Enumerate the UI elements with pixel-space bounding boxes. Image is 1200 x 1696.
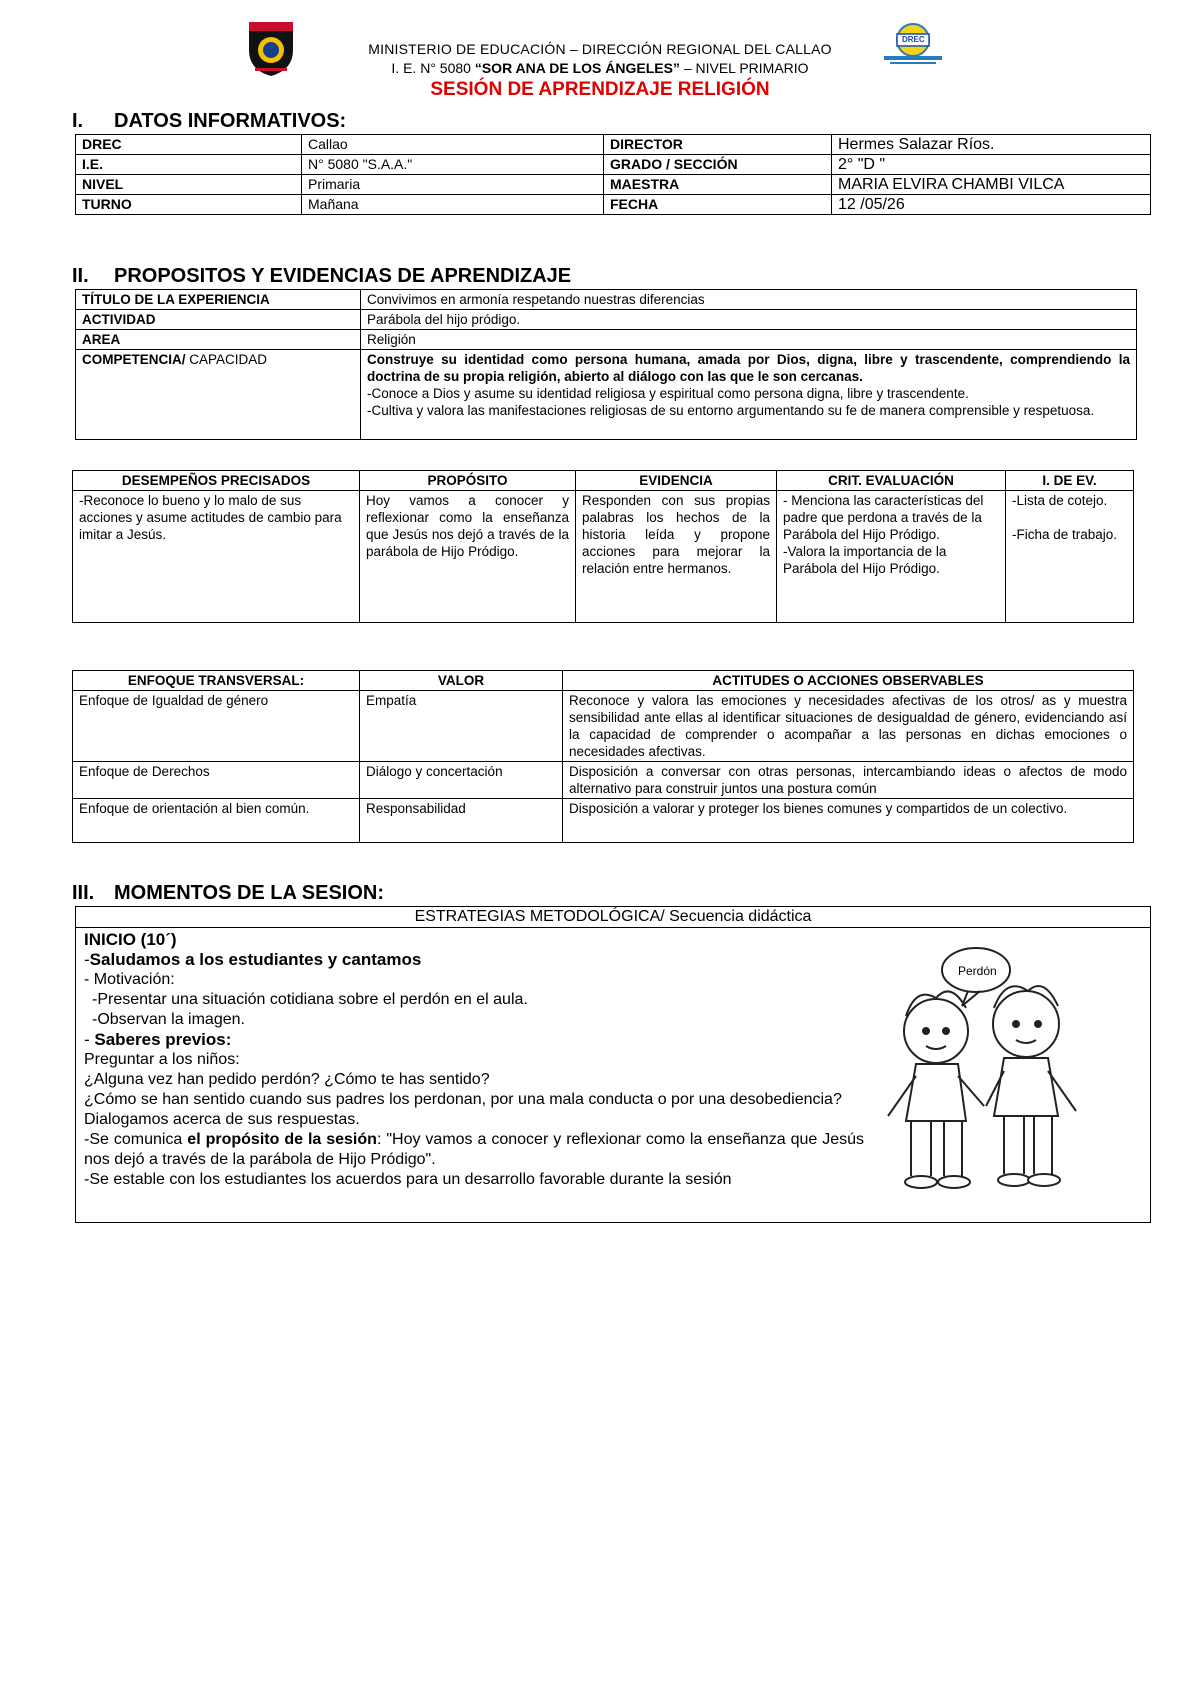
cell-valor: Responsabilidad xyxy=(360,799,563,843)
saberes-line xyxy=(84,1030,864,1050)
label-nivel: NIVEL xyxy=(76,175,302,195)
header-school xyxy=(0,60,1200,76)
datos-informativos-table xyxy=(75,134,1151,215)
label-titulo: TÍTULO DE LA EXPERIENCIA xyxy=(76,290,361,310)
value-ie: N° 5080 "S.A.A." xyxy=(302,155,604,175)
table-row xyxy=(76,155,1151,175)
value-turno: Mañana xyxy=(302,195,604,215)
children-forgiveness-illustration xyxy=(876,936,1116,1206)
page-title: SESIÓN DE APRENDIZAJE RELIGIÓN xyxy=(430,79,770,100)
section-1-heading xyxy=(72,110,346,133)
value-nivel: Primaria xyxy=(302,175,604,195)
comunica-line xyxy=(84,1130,864,1170)
competencia-text: Construye su identidad como persona humana, amada por Dios, digna, libre y trascendente, comprendiendo la doctrina de su propia religión, abierto al diálogo con las que le son cercanas. xyxy=(367,352,1130,384)
table-row xyxy=(76,175,1151,195)
label-director: DIRECTOR xyxy=(604,135,832,155)
cell-valor: Diálogo y concertación xyxy=(360,762,563,799)
value-grado: 2° "D " xyxy=(832,155,1151,175)
value-drec: Callao xyxy=(302,135,604,155)
drec-logo-text: DREC xyxy=(902,35,925,44)
criterio-2: -Valora la importancia de la Parábola del Hijo Pródigo. xyxy=(783,544,947,576)
pregunta-1: ¿Alguna vez han pedido perdón? ¿Cómo te has sentido? xyxy=(84,1071,490,1088)
header-valor: VALOR xyxy=(360,671,563,691)
header-proposito: PROPÓSITO xyxy=(360,471,576,491)
table-row xyxy=(76,195,1151,215)
cell-desempeno: -Reconoce lo bueno y lo malo de sus acciones y asume actitudes de cambio para imitar a Jesús. xyxy=(73,491,360,623)
table-header-row xyxy=(76,907,1151,928)
value-area: Religión xyxy=(361,330,1137,350)
header-ministry: MINISTERIO DE EDUCACIÓN – DIRECCIÓN REGIONAL DEL CALLAO xyxy=(368,41,832,57)
speech-bubble-text: Perdón xyxy=(958,964,997,978)
cell-actitud: Reconoce y valora las emociones y necesidades afectivas de los otros/ as y muestra sensibilidad ante ellas al identificar situaciones de desigualdad de género, evidenciando así la capacidad de comprender o acompañar a las personas en dichas emociones o necesidades afectivas. xyxy=(563,691,1134,762)
header-actitudes: ACTITUDES O ACCIONES OBSERVABLES xyxy=(563,671,1134,691)
label-competencia xyxy=(76,350,361,440)
header-enfoque: ENFOQUE TRANSVERSAL: xyxy=(73,671,360,691)
label-grado: GRADO / SECCIÓN xyxy=(604,155,832,175)
cell-valor: Empatía xyxy=(360,691,563,762)
criterio-1: - Menciona las características del padre que perdona a través de la Parábola del Hijo Pródigo. xyxy=(783,493,984,542)
instrumento-1: -Lista de cotejo. xyxy=(1012,493,1108,508)
table-row xyxy=(76,310,1137,330)
header-school-prefix: I. E. N° 5080 xyxy=(391,60,475,76)
saberes-dash: - xyxy=(84,1030,95,1049)
comunica-post: : "Hoy vamos a conocer y reflexionar como la enseñanza que Jesús nos dejó a través de la parábola de Hijo Pródigo". xyxy=(84,1131,865,1168)
value-titulo: Convivimos en armonía respetando nuestras diferencias xyxy=(361,290,1137,310)
cell-enfoque: Enfoque de orientación al bien común. xyxy=(73,799,360,843)
instrumento-2: -Ficha de trabajo. xyxy=(1012,527,1118,542)
capacidad-2: -Cultiva y valora las manifestaciones religiosas de su entorno argumentando su fe de manera comprensible y respetuosa. xyxy=(367,403,1095,418)
cell-enfoque: Enfoque de Igualdad de género xyxy=(73,691,360,762)
label-actividad: ACTIVIDAD xyxy=(76,310,361,330)
cell-proposito: Hoy vamos a conocer y reflexionar como la enseñanza que Jesús nos dejó a través de la parábola de Hijo Pródigo. xyxy=(360,491,576,623)
dialogamos-line: Dialogamos acerca de sus respuestas. xyxy=(84,1111,360,1128)
header-criterio: CRIT. EVALUACIÓN xyxy=(777,471,1006,491)
propositos-table xyxy=(75,289,1137,440)
header-desempenos: DESEMPEÑOS PRECISADOS xyxy=(73,471,360,491)
saberes-label: Saberes previos: xyxy=(94,1030,232,1049)
secuencia-cell xyxy=(76,928,1151,1223)
cell-instrumento xyxy=(1006,491,1134,623)
acuerdos-line: -Se estable con los estudiantes los acuerdos para un desarrollo favorable durante la sesión xyxy=(84,1171,732,1188)
cell-evidencia: Responden con sus propias palabras los hechos de la historia leída y propone acciones para mejorar la relación entre hermanos. xyxy=(576,491,777,623)
capacidad-1: -Conoce a Dios y asume su identidad religiosa y espiritual como persona digna, libre y trascendente. xyxy=(367,386,969,401)
desempenos-table xyxy=(72,470,1134,623)
label-fecha: FECHA xyxy=(604,195,832,215)
section-3-heading xyxy=(72,882,384,905)
motivacion-2: -Observan la imagen. xyxy=(92,1011,245,1028)
enfoques-table xyxy=(72,670,1134,843)
section-2-heading xyxy=(72,265,571,288)
motivacion-1: -Presentar una situación cotidiana sobre el perdón en el aula. xyxy=(92,991,528,1008)
table-row xyxy=(73,762,1134,799)
saludo-dash: - xyxy=(84,950,90,969)
value-competencia xyxy=(361,350,1137,440)
saludo-text: Saludamos a los estudiantes y cantamos xyxy=(89,950,422,969)
preguntar-line: Preguntar a los niños: xyxy=(84,1051,240,1068)
value-maestra: MARIA ELVIRA CHAMBI VILCA xyxy=(832,175,1151,195)
section-1-number: I. xyxy=(72,110,84,132)
section-2-title: PROPOSITOS Y EVIDENCIAS DE APRENDIZAJE xyxy=(114,265,572,287)
section-3-number: III. xyxy=(72,882,95,904)
label-area: AREA xyxy=(76,330,361,350)
comunica-pre: -Se comunica xyxy=(84,1131,188,1148)
label-maestra: MAESTRA xyxy=(604,175,832,195)
inicio-heading: INICIO (10´) xyxy=(84,930,177,949)
label-competencia-bold: COMPETENCIA/ xyxy=(82,352,186,367)
table-header-row xyxy=(73,671,1134,691)
table-row xyxy=(76,290,1137,310)
header-instrumento: I. DE EV. xyxy=(1006,471,1134,491)
value-fecha: 12 /05/26 xyxy=(832,195,1151,215)
table-row xyxy=(73,491,1134,623)
table-row xyxy=(73,799,1134,843)
motivacion-label: - Motivación: xyxy=(84,971,175,988)
pregunta-2: ¿Cómo se han sentido cuando sus padres los perdonan, por una mala conducta o por una desobediencia? xyxy=(84,1091,842,1108)
header-school-level: – NIVEL PRIMARIO xyxy=(679,60,809,76)
table-row xyxy=(76,135,1151,155)
header-school-name: “SOR ANA DE LOS ÁNGELES” xyxy=(474,60,680,76)
section-2-number: II. xyxy=(72,265,89,287)
table-row xyxy=(76,330,1137,350)
label-drec: DREC xyxy=(76,135,302,155)
label-turno: TURNO xyxy=(76,195,302,215)
header-evidencia: EVIDENCIA xyxy=(576,471,777,491)
value-director: Hermes Salazar Ríos. xyxy=(832,135,1151,155)
label-ie: I.E. xyxy=(76,155,302,175)
label-capacidad: CAPACIDAD xyxy=(185,352,268,367)
saludo-line xyxy=(84,950,864,970)
cell-actitud: Disposición a conversar con otras personas, intercambiando ideas o afectos de modo alternativo para construir juntos una postura común xyxy=(563,762,1134,799)
secuencia-text xyxy=(84,930,864,1170)
table-row xyxy=(76,928,1151,1223)
cell-criterio xyxy=(777,491,1006,623)
cell-enfoque: Enfoque de Derechos xyxy=(73,762,360,799)
section-1-title: DATOS INFORMATIVOS: xyxy=(114,110,347,132)
table-header-row xyxy=(73,471,1134,491)
momentos-table xyxy=(75,906,1151,1223)
value-actividad: Parábola del hijo pródigo. xyxy=(361,310,1137,330)
table-row xyxy=(73,691,1134,762)
cell-actitud: Disposición a valorar y proteger los bienes comunes y compartidos de un colectivo. xyxy=(563,799,1134,843)
table-row xyxy=(76,350,1137,440)
section-3-title: MOMENTOS DE LA SESION: xyxy=(114,882,385,904)
estrategias-header: ESTRATEGIAS METODOLÓGICA/ Secuencia didáctica xyxy=(76,907,1151,928)
comunica-proposito: el propósito de la sesión xyxy=(187,1131,377,1148)
